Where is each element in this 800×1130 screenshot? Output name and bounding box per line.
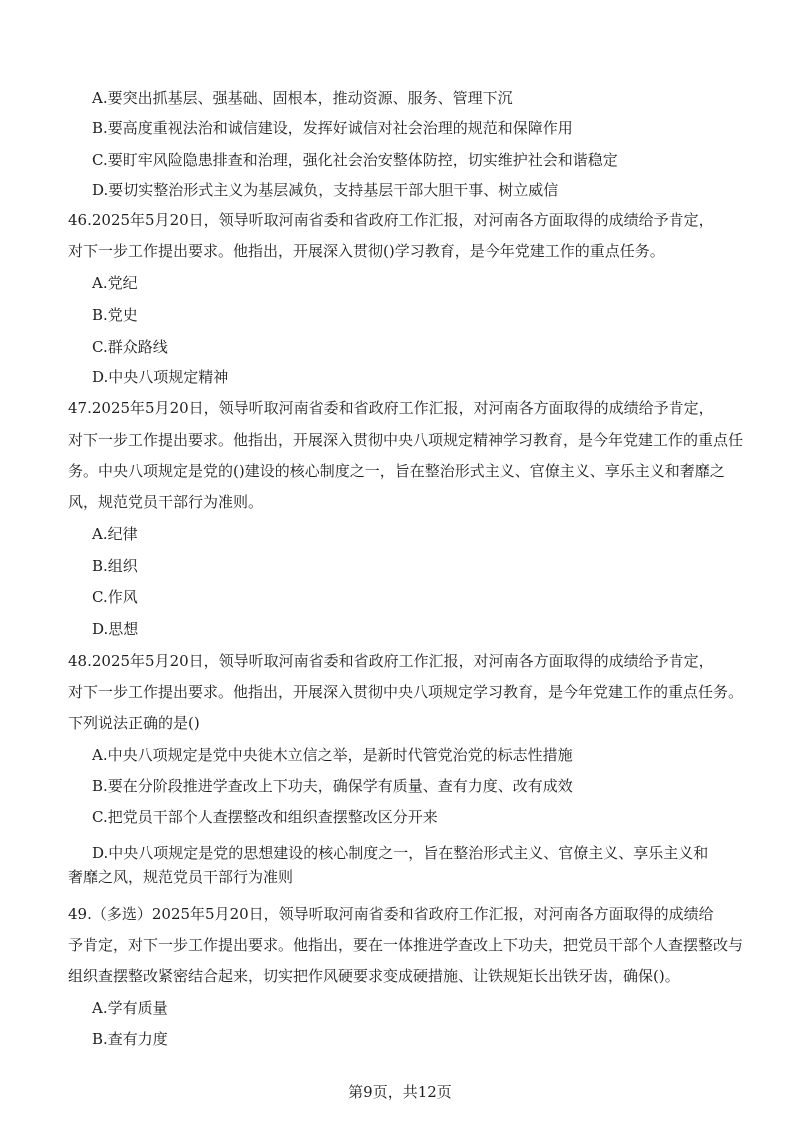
q49-stem-line-1: 49.（多选）2025年5月20日，领导听取河南省委和省政府工作汇报，对河南各方面取得的成绩给 <box>68 905 714 923</box>
q49-stem-line-2: 予肯定，对下一步工作提出要求。他指出，要在一体推进学查改上下功夫，把党员干部个人查摆整改与 <box>68 936 744 954</box>
q47-option-b: B.组织 <box>92 557 138 575</box>
option-a: A.要突出抓基层、强基础、固根本，推动资源、服务、管理下沉 <box>92 89 513 107</box>
q46-stem-line-1: 46.2025年5月20日，领导听取河南省委和省政府工作汇报，对河南各方面取得的成绩给予肯定， <box>68 211 714 229</box>
q48-option-a: A.中央八项规定是党中央徙木立信之举，是新时代管党治党的标志性措施 <box>92 746 573 764</box>
q49-option-a: A.学有质量 <box>92 999 168 1017</box>
q48-option-d-line-2: 奢靡之风，规范党员干部行为准则 <box>68 868 294 886</box>
q49-option-b: B.查有力度 <box>92 1030 168 1048</box>
q48-stem-line-3: 下列说法正确的是() <box>68 714 200 732</box>
q46-option-c: C.群众路线 <box>92 338 168 356</box>
option-d: D.要切实整治形式主义为基层减负，支持基层干部大胆干事、树立威信 <box>92 181 559 199</box>
q46-option-a: A.党纪 <box>92 274 138 292</box>
q46-option-b: B.党史 <box>92 306 138 324</box>
option-b: B.要高度重视法治和诚信建设，发挥好诚信对社会治理的规范和保障作用 <box>92 119 573 137</box>
q47-option-a: A.纪律 <box>92 525 138 543</box>
q48-option-b: B.要在分阶段推进学查改上下功夫，确保学有质量、查有力度、改有成效 <box>92 777 573 795</box>
q49-stem-line-3: 组织查摆整改紧密结合起来，切实把作风硬要求变成硬措施、让铁规矩长出铁牙齿，确保()。 <box>68 967 680 985</box>
q47-stem-line-4: 风，规范党员干部行为准则。 <box>68 493 264 511</box>
q48-option-c: C.把党员干部个人查摆整改和组织查摆整改区分开来 <box>92 808 438 826</box>
q47-option-c: C.作风 <box>92 588 138 606</box>
q46-option-d: D.中央八项规定精神 <box>92 368 229 386</box>
q48-stem-line-1: 48.2025年5月20日，领导听取河南省委和省政府工作汇报，对河南各方面取得的成绩给予肯定， <box>68 652 714 670</box>
q47-stem-line-1: 47.2025年5月20日，领导听取河南省委和省政府工作汇报，对河南各方面取得的成绩给予肯定， <box>68 399 714 417</box>
q48-stem-line-2: 对下一步工作提出要求。他指出，开展深入贯彻中央八项规定学习教育，是今年党建工作的重点任务。 <box>68 683 744 701</box>
option-c: C.要盯牢风险隐患排查和治理，强化社会治安整体防控，切实维护社会和谐稳定 <box>92 151 618 169</box>
q46-stem-line-2: 对下一步工作提出要求。他指出，开展深入贯彻()学习教育，是今年党建工作的重点任务。 <box>68 242 665 260</box>
q47-option-d: D.思想 <box>92 620 139 638</box>
page-number: 第9页，共12页 <box>348 1083 452 1101</box>
q48-option-d-line-1: D.中央八项规定是党的思想建设的核心制度之一，旨在整治形式主义、官僚主义、享乐主义和 <box>92 844 709 862</box>
q47-stem-line-2: 对下一步工作提出要求。他指出，开展深入贯彻中央八项规定精神学习教育，是今年党建工作的重点任 <box>68 431 744 449</box>
q47-stem-line-3: 务。中央八项规定是党的()建设的核心制度之一，旨在整治形式主义、官僚主义、享乐主义和奢靡之 <box>68 462 725 480</box>
